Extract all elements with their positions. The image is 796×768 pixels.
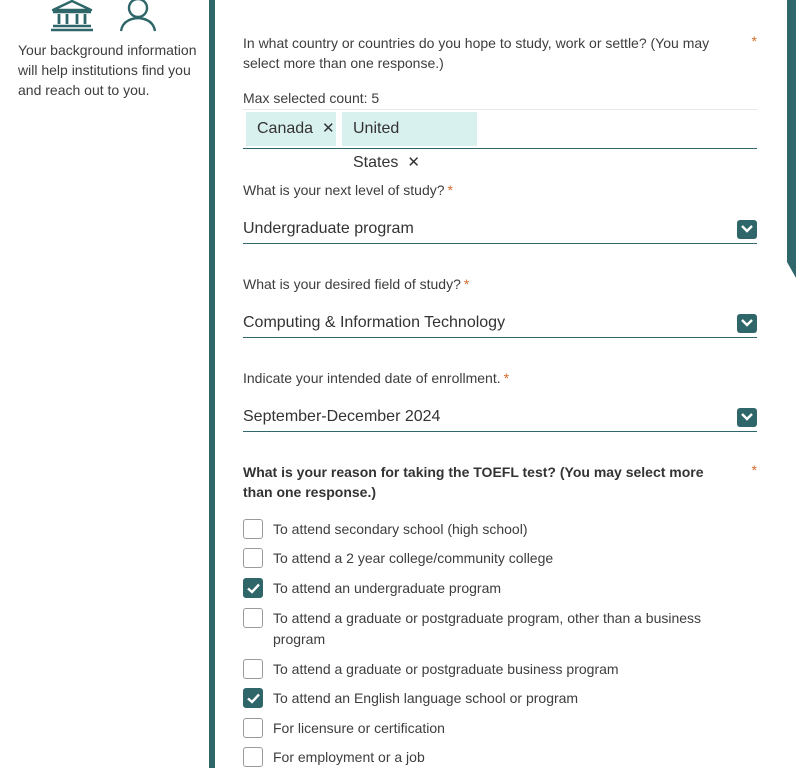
- country-chip-label: Canada: [257, 120, 314, 137]
- required-marker: *: [447, 182, 453, 198]
- remove-chip-icon[interactable]: ✕: [407, 154, 420, 171]
- chevron-down-icon[interactable]: [737, 408, 757, 427]
- level-question-label: What is your next level of study?: [243, 182, 445, 198]
- reason-option-label: To attend an English language school or program: [273, 690, 579, 706]
- reason-option-label: For licensure or certification: [273, 720, 445, 736]
- country-chip: [342, 112, 477, 171]
- field-question-label: What is your desired field of study?: [243, 276, 461, 292]
- required-marker: *: [463, 276, 470, 292]
- checkbox[interactable]: [243, 659, 263, 679]
- checkbox[interactable]: [243, 519, 263, 539]
- country-question: [243, 33, 757, 73]
- checkbox-checked[interactable]: [243, 578, 263, 598]
- checkmark-icon: [247, 583, 260, 594]
- remove-chip-icon[interactable]: ✕: [322, 120, 335, 137]
- sidebar-info-text: Your background information will help institutions find you and reach out to you.: [18, 42, 197, 98]
- enrollment-question: [243, 368, 757, 388]
- country-chip-label: United States: [353, 120, 400, 171]
- checkbox-checked[interactable]: [243, 688, 263, 708]
- reason-option-label: To attend a graduate or postgraduate program, other than a business program: [273, 610, 702, 647]
- checkbox[interactable]: [243, 747, 263, 767]
- checkbox[interactable]: [243, 548, 263, 568]
- reason-option-label: To attend secondary school (high school): [273, 521, 528, 537]
- reason-option-label: To attend a graduate or postgraduate business program: [273, 661, 619, 677]
- level-question: [243, 180, 757, 200]
- chevron-down-icon[interactable]: [737, 220, 757, 239]
- checkbox[interactable]: [243, 608, 263, 628]
- checkbox[interactable]: [243, 718, 263, 738]
- enrollment-select[interactable]: [243, 405, 757, 432]
- sidebar: [0, 0, 209, 768]
- institution-icon: [50, 0, 94, 32]
- field-select-value: Computing & Information Technology: [243, 314, 506, 331]
- section-divider: [209, 0, 215, 768]
- reason-question: [243, 462, 757, 502]
- chevron-down-icon[interactable]: [737, 314, 757, 333]
- country-multiselect[interactable]: [243, 109, 757, 171]
- required-marker: *: [751, 462, 757, 478]
- reason-option-label: For employment or a job: [273, 749, 425, 765]
- field-question: [243, 274, 757, 294]
- reason-question-label: What is your reason for taking the TOEFL test? (You may select more than one response.): [243, 464, 704, 500]
- checkmark-icon: [247, 693, 260, 704]
- level-select-value: Undergraduate program: [243, 220, 414, 237]
- max-selected-count: Max selected count: 5: [243, 90, 380, 106]
- country-chip: [246, 112, 336, 146]
- reason-option-label: To attend an undergraduate program: [273, 580, 502, 596]
- field-select[interactable]: [243, 311, 757, 338]
- user-icon: [118, 0, 158, 32]
- reason-option-label: To attend a 2 year college/community college: [273, 550, 554, 566]
- enrollment-question-label: Indicate your intended date of enrollment.: [243, 370, 501, 386]
- level-select[interactable]: [243, 217, 757, 244]
- decorative-corner: [787, 0, 796, 280]
- required-marker: *: [503, 370, 510, 386]
- enrollment-select-value: September-December 2024: [243, 408, 441, 425]
- required-marker: *: [751, 33, 757, 49]
- country-question-label: In what country or countries do you hope to study, work or settle? (You may select more than one response.): [243, 35, 710, 71]
